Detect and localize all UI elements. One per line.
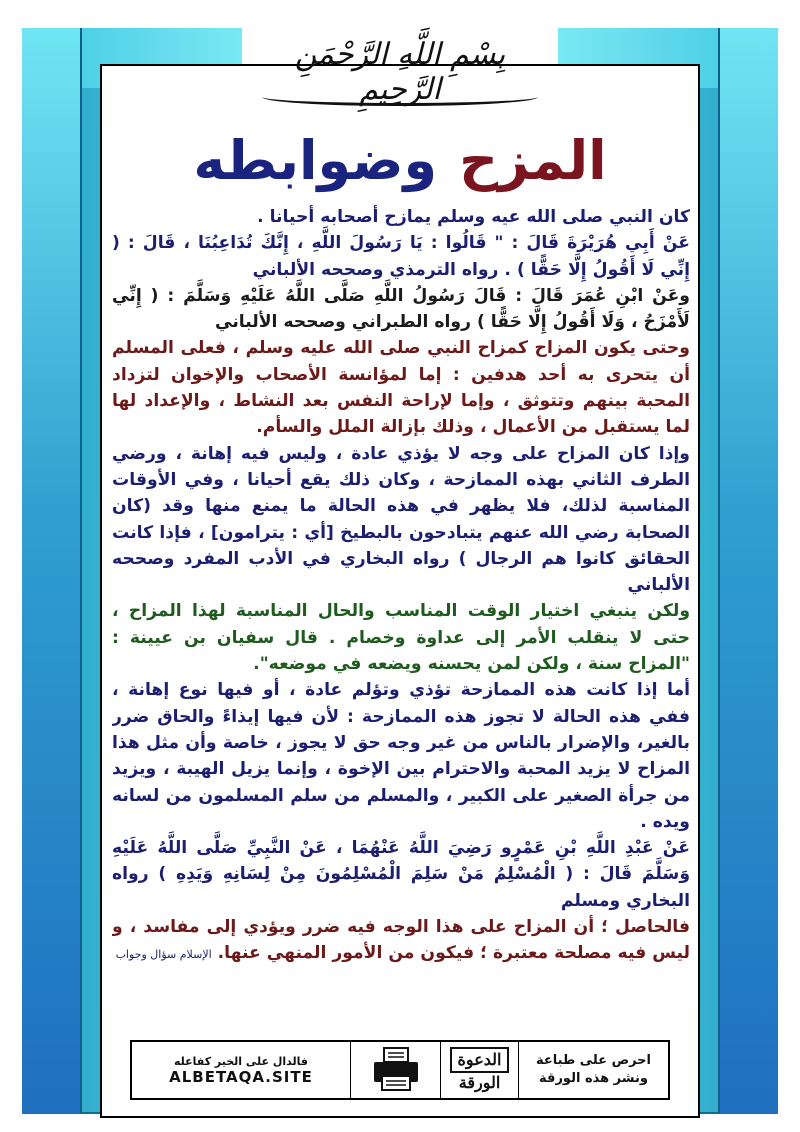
paragraph-intro: كان النبي صلى الله عيه وسلم يمازح أصحابه أحيانا . bbox=[257, 207, 690, 227]
basmala-swash bbox=[262, 88, 538, 106]
paragraph-right-time: ولكن ينبغي اختيار الوقت المناسب والحال المناسبة لهذا المزاح ، حتى لا ينقلب الأمر إلى عداوة وخصام . قال سفيان بن عيينة : "المزاح سنة ، ولكن لمن يحسنه ويضعه في موضعه". bbox=[112, 601, 690, 675]
footer-site-link[interactable]: ALBETAQA.SITE bbox=[169, 1067, 313, 1086]
paragraph-hadith-abdullah-ibn-amr: عَنْ عَبْدِ اللَّهِ بْنِ عَمْرٍو رَضِيَ اللَّهُ عَنْهُمَا ، عَنْ النَّبِيِّ صَلَّى اللَّهُ عَلَيْهِ وَسَلَّمَ قَالَ : ( الْمُسْلِمُ مَنْ سَلِمَ الْمُسْلِمُونَ مِنْ لِسَانِهِ وَيَدِهِ ) رواه البخاري ومسلم bbox=[112, 838, 690, 911]
footer-site-info bbox=[132, 1042, 350, 1098]
page-title bbox=[110, 120, 690, 200]
conclusion-text: فالحاصل ؛ أن المزاح على هذا الوجه فيه ضرر ويؤدي إلى مفاسد ، و ليس فيه مصلحة معتبرة ؛ فيكون من الأمور المنهي عنها. bbox=[112, 917, 690, 964]
source-credit: الإسلام سؤال وجواب bbox=[115, 948, 212, 962]
logo-line1: الدعوة bbox=[450, 1047, 510, 1073]
title-part2: وضوابطه bbox=[193, 128, 438, 192]
paragraph-two-goals: وحتى يكون المزاح كمزاح النبي صلى الله عليه وسلم ، فعلى المسلم أن يتحرى به أحد هدفين : إما لمؤانسة الأصحاب والإخوان لتزداد المحبة بينهم وتتوثق ، وإما لإراحة النفس بعد النشاط ، والإعداد لها لما يستقبل من الأعمال ، وذلك بإزالة الملل والسأم. bbox=[112, 338, 690, 438]
footer-print-line1: احرص على طباعة bbox=[536, 1053, 651, 1068]
paragraph-hadith-abu-hurayrah: عَنْ أَبِي هُرَيْرَةَ قَالَ : " قَالُوا : يَا رَسُولَ اللَّهِ ، إِنَّكَ تُدَاعِبُنَا ، قَالَ : ( إِنِّي لَا أَقُولُ إِلَّا حَقًّا ) . رواه الترمذي وصححه الألباني bbox=[112, 233, 690, 280]
paragraph-harmful-jest: أما إذا كانت هذه الممازحة تؤذي وتؤلم عادة ، أو فيها نوع إهانة ، ففي هذه الحالة لا تجوز هذه الممازحة : لأن فيها إيذاءً والحاق ضرر بالغير، والإضرار بالناس من غير وجه حق لا يجوز ، خاصة وأن مثل هذا المزاح لا يزيد المحبة والاحترام بين الإخوة ، وإنما يزيل الهيبة ، ويزيد من جرأة الصغير على الكبير ، والمسلم من سلم المسلمون من لسانه ويده . bbox=[112, 680, 690, 832]
footer-bar bbox=[130, 1040, 670, 1100]
title-part1: المزح bbox=[459, 128, 607, 192]
footer-print-line2: ونشر هذه الورقة bbox=[539, 1071, 648, 1086]
frame-left-band bbox=[22, 28, 82, 1114]
paragraph-permissible-jest: وإذا كان المزاح على وجه لا يؤذي عادة ، وليس فيه إهانة ، ورضي الطرف الثاني بهذه الممازحة ، وكان ذلك يقع أحيانا ، وفي الأوقات المناسبة لذلك، فلا يظهر في هذه الحالة ما يمنع منها وقد (كان الصحابة رضي الله عنهم يتبادحون بالبطيخ [أي : يترامون] ، فإذا كانت الحقائق كانوا هم الرجال ) رواه البخاري في الأدب المفرد وصححه الألباني bbox=[112, 443, 690, 596]
paragraph-conclusion bbox=[112, 914, 690, 969]
frame-right-band bbox=[718, 28, 778, 1114]
printer-icon bbox=[350, 1042, 440, 1098]
paragraph-hadith-ibn-umar: وعَنْ ابْنِ عُمَرَ قَالَ : قَالَ رَسُولُ اللَّهِ صَلَّى اللَّهُ عَلَيْهِ وَسَلَّمَ : ( إِنِّي لَأَمْزَحُ ، وَلَا أَقُولُ إِلَّا حَقًّا ) رواه الطبراني وصححه الألباني bbox=[112, 285, 690, 333]
footer-proverb: فالدال على الخير كفاعله bbox=[173, 1054, 309, 1068]
logo-line2: الورقة bbox=[458, 1073, 501, 1092]
footer-logo bbox=[440, 1042, 518, 1098]
footer-print-note bbox=[518, 1042, 668, 1098]
basmala-calligraphy: بِسْمِ اللَّهِ الرَّحْمَنِ الرَّحِيمِ bbox=[294, 37, 506, 107]
article-body bbox=[112, 204, 690, 1032]
